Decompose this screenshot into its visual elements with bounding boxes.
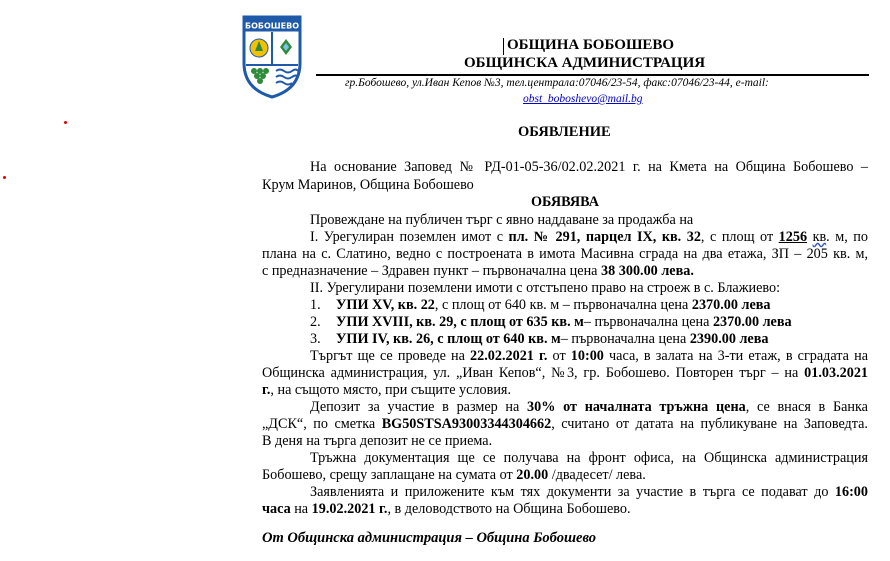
header-rule <box>316 74 869 76</box>
document-title: ОБЯВЛЕНИЕ <box>518 124 611 140</box>
docs-line-2: Бобошево, срещу заплащане на сумата от 20.00 /двадесет/ лева. <box>262 467 646 483</box>
stray-mark <box>3 176 6 179</box>
org-name: ОБЩИНА БОБОШЕВО <box>507 37 675 53</box>
text-cursor <box>503 38 504 55</box>
deposit-line-1: Депозит за участие в размер на 30% от началната тръжна цена, се внася в Банка <box>310 399 868 415</box>
logo-text: БОБОШЕВО <box>244 21 300 31</box>
item2-line: II. Урегулирани поземлени имоти с отстъпено право на строеж в с. Блажиево: <box>310 280 781 296</box>
deposit-line-3: В деня на търга депозит не се приема. <box>262 433 493 449</box>
intro-line-1: На основание Заповед № РД-01-05-36/02.02.2021 г. на Кмета на Община Бобошево – <box>310 159 868 175</box>
intro-line-2: Крум Маринов, Община Бобошево <box>262 177 474 193</box>
item1-line-2: плана на с. Слатино, ведно с построената в имота Масивна сграда на два етажа, ЗП – 205 кв. м, <box>262 246 868 262</box>
list-item: 2. УПИ XVIII, кв. 29, с площ от 635 кв. м– първоначална цена 2370.00 лева <box>310 314 792 330</box>
item1-line-1: I. Урегулиран поземлен имот с пл. № 291, парцел IX, кв. 32, с площ от 1256 кв. м, по <box>310 229 868 245</box>
list-item: 3. УПИ IV, кв. 26, с площ от 640 кв. м– първоначална цена 2390.00 лева <box>310 331 769 347</box>
docs-line-1: Тръжна документация ще се получава на фронт офиса, на Общинска администрация <box>310 450 868 466</box>
email-link[interactable]: obst_boboshevo@mail.bg <box>523 93 643 105</box>
list-item: 1. УПИ XV, кв. 22, с площ от 640 кв. м – първоначална цена 2370.00 лева <box>310 297 771 313</box>
stray-mark <box>64 121 67 124</box>
item1-line-3: с предназначение – Здравен пункт – първоначална цена 38 300.00 лева. <box>262 263 694 279</box>
deposit-line-2: „ДСК“, по сметка BG50STSA93003344304662, считано от датата на публикуване на Заповедта. <box>262 416 868 432</box>
purpose-line: Провеждане на публичен търг с явно наддаване за продажба на <box>310 212 694 228</box>
auction-line-1: Търгът ще се проведе на 22.02.2021 г. от 10:00 часа, в залата на 3-ти етаж, в сградата на <box>310 348 869 364</box>
coat-of-arms-icon <box>240 13 304 99</box>
address-line: гр.Бобошево, ул.Иван Кепов №3, тел.централа:07046/23-54, факс:07046/23-44, e-mail: <box>345 77 769 89</box>
auction-line-3: г., на същото място, при същите условия. <box>262 382 511 398</box>
apps-line-1: Заявленията и приложените към тях документи за участие в търга се подават до 16:00 <box>310 484 868 500</box>
announces-heading: ОБЯВЯВА <box>530 194 599 210</box>
org-department: ОБЩИНСКА АДМИНИСТРАЦИЯ <box>464 55 706 71</box>
apps-line-2: часа на 19.02.2021 г., в деловодството на Община Бобошево. <box>262 501 631 517</box>
signature-line: От Общинска администрация – Община Бобошево <box>262 530 597 546</box>
auction-line-2: Общинска администрация, ул. „Иван Кепов“, №3, гр. Бобошево. Повторен търг – на 01.03.2021 <box>262 365 868 381</box>
municipality-logo <box>240 13 304 99</box>
